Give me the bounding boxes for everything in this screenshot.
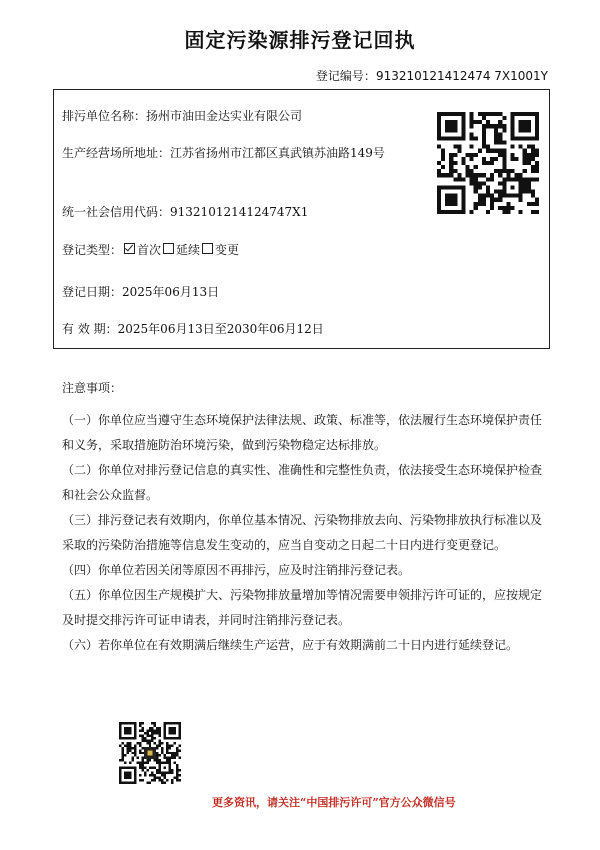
validity-value: 2025年06月13日至2030年06月12日 xyxy=(117,322,324,336)
note-item-2: （二）你单位对排污登记信息的真实性、准确性和完整性负责，依法接受生态环境保护检查和社会公众监督。 xyxy=(62,463,543,502)
reg-date-label: 登记日期： xyxy=(62,285,123,299)
registration-label: 登记编号： xyxy=(315,69,376,83)
address-value: 江苏省扬州市江都区真武镇苏油路149号 xyxy=(170,146,385,160)
reg-date-field xyxy=(62,283,434,301)
reg-type-first: 首次 xyxy=(137,243,162,257)
reg-type-change: 变更 xyxy=(215,243,240,257)
registration-value: 913210121412474 7X1001Y xyxy=(375,69,548,83)
unit-name-label: 排污单位名称： xyxy=(62,109,147,123)
reg-date-value: 2025年06月13日 xyxy=(122,285,220,299)
address-field xyxy=(62,144,397,162)
note-item-5: （五）你单位因生产规模扩大、污染物排放量增加等情况需要申领排污许可证的，应按规定及时提交排污许可证申请表，并同时注销排污登记表。 xyxy=(62,588,543,627)
notes-heading: 注意事项： xyxy=(62,381,123,395)
notes-section xyxy=(62,379,548,658)
reg-type-label: 登记类型： xyxy=(62,243,123,257)
qr-code-icon xyxy=(437,112,539,214)
note-item-3: （三）排污登记表有效期内，你单位基本情况、污染物排放去向、污染物排放执行标准以及采取的污染防治措施等信息发生变动的，应当自变动之日起二十日内进行变更登记。 xyxy=(62,513,543,552)
note-item-1: （一）你单位应当遵守生态环境保护法律法规、政策、标准等，依法履行生态环境保护责任和义务，采取措施防治环境污染，做到污染物稳定达标排放。 xyxy=(62,413,543,452)
checkbox-renewal-icon xyxy=(163,243,174,254)
unit-name-value: 扬州市油田金达实业有限公司 xyxy=(146,109,303,123)
info-box xyxy=(53,89,550,349)
reg-type-field xyxy=(62,241,434,259)
validity-field xyxy=(62,320,434,338)
registration-number xyxy=(316,67,548,84)
reg-type-renewal: 延续 xyxy=(176,243,201,257)
footer-note: 更多资讯，请关注“中国排污许可”官方公众微信号 xyxy=(212,796,456,809)
wechat-qr-code-icon xyxy=(119,722,181,784)
checkbox-first-icon xyxy=(124,243,135,254)
validity-label: 有 效 期： xyxy=(62,322,118,336)
note-item-4: （四）你单位若因关闭等原因不再排污，应及时注销排污登记表。 xyxy=(62,563,411,577)
checkbox-change-icon xyxy=(202,243,213,254)
credit-code-value: 9132101214124747X1 xyxy=(170,205,309,219)
note-item-6: （六）若你单位在有效期满后继续生产运营，应于有效期满前二十日内进行延续登记。 xyxy=(62,638,519,652)
credit-code-label: 统一社会信用代码： xyxy=(62,205,171,219)
unit-name-field xyxy=(62,107,434,125)
credit-code-field xyxy=(62,203,434,221)
address-label: 生产经营场所地址： xyxy=(62,146,171,160)
page-title: 固定污染源排污登记回执 xyxy=(184,28,416,52)
